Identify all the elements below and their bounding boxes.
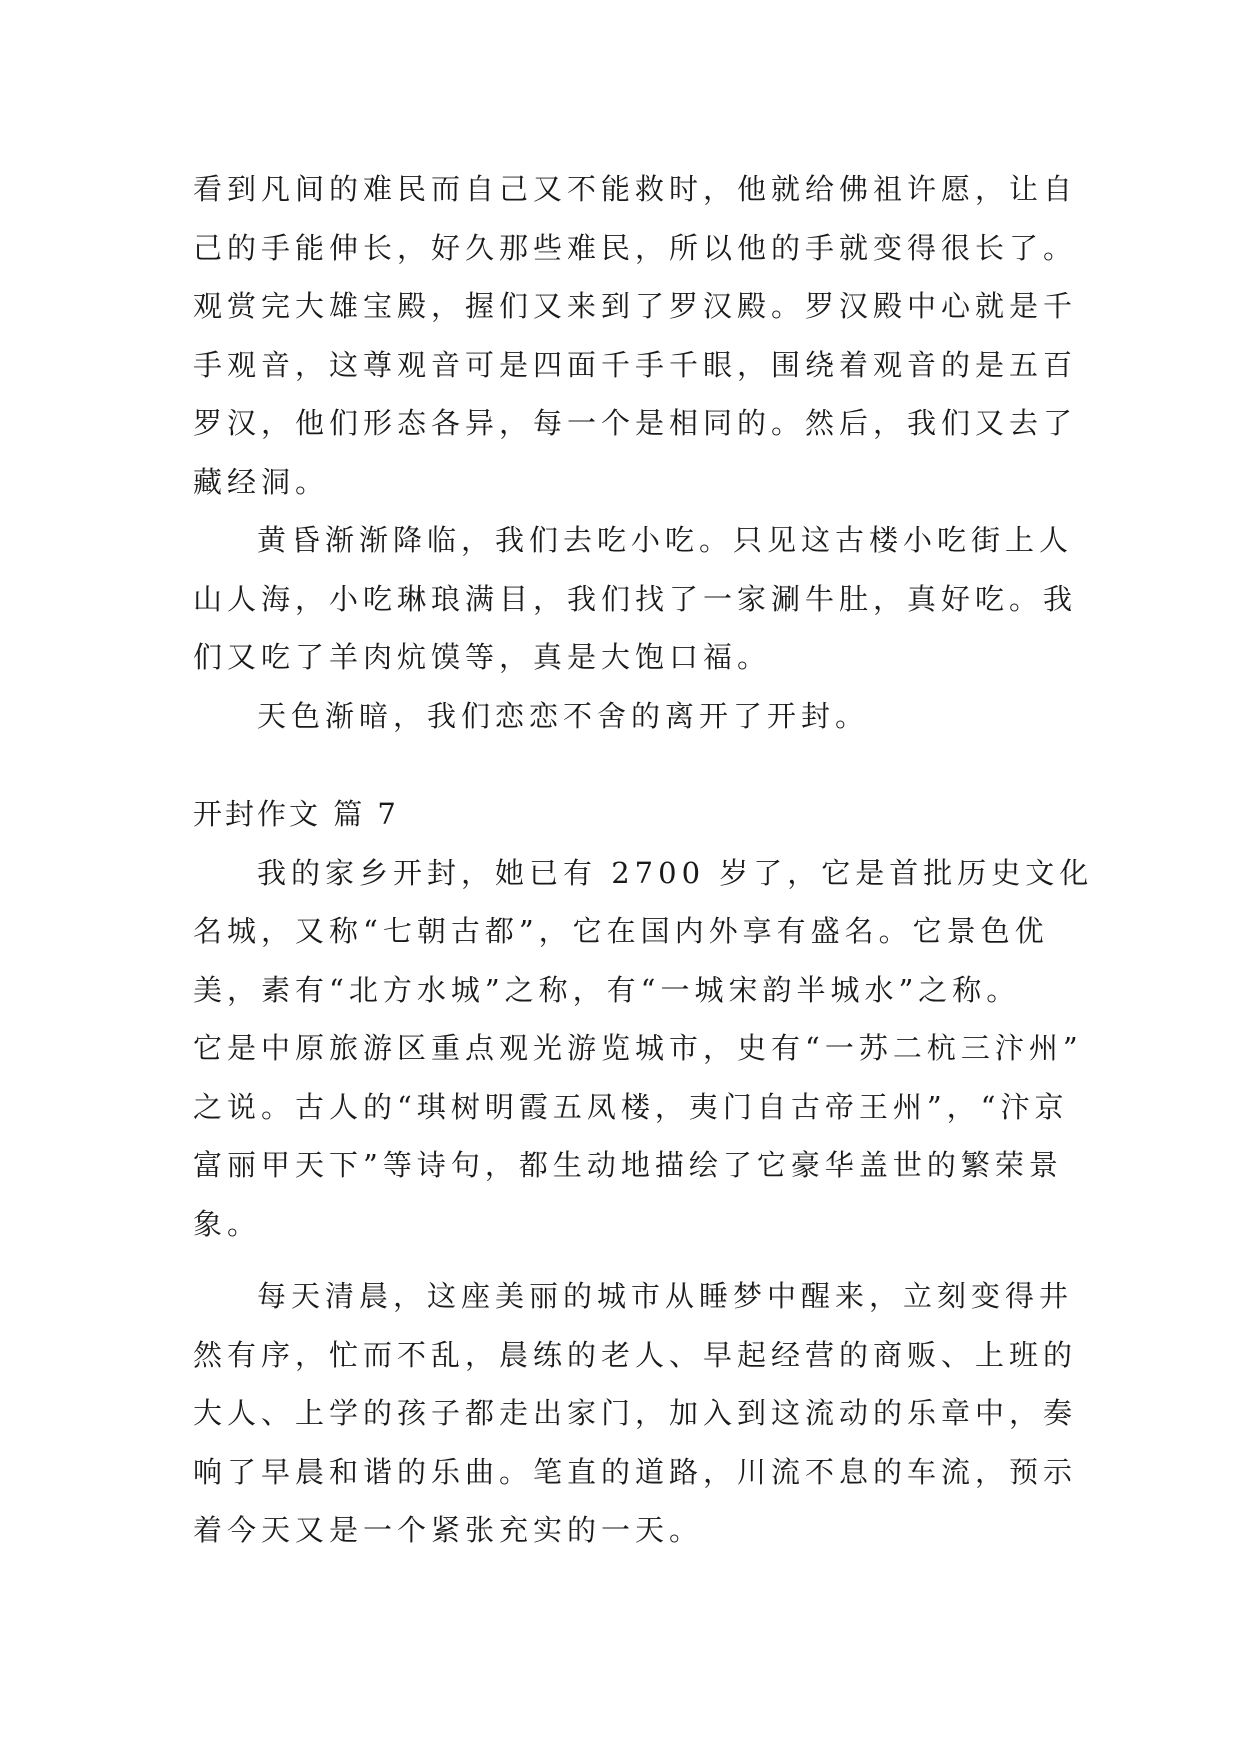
paragraph-temple-visit bbox=[193, 160, 1078, 511]
document-page bbox=[193, 160, 1094, 1560]
text-line: 罗汉，他们形态各异，每一个是相同的。然后，我们又去了 bbox=[193, 406, 1078, 440]
text-line: 我的家乡开封，她已有 2700 岁了，它是首批历史文化 bbox=[257, 855, 1094, 890]
paragraph-departure bbox=[193, 687, 1073, 746]
text-line: 名城，又称“七朝古都”，它在国内外享有盛名。它景色优 bbox=[193, 914, 1049, 948]
text-line: 响了早晨和谐的乐曲。笔直的道路，川流不息的车流，预示 bbox=[193, 1454, 1078, 1489]
text-line: 看到凡间的难民而自己又不能救时，他就给佛祖许愿，让自 bbox=[193, 172, 1078, 206]
text-line: 富丽甲天下”等诗句，都生动地描绘了它豪华盖世的繁荣景 bbox=[193, 1148, 1063, 1182]
text-line: 观赏完大雄宝殿，握们又来到了罗汉殿。罗汉殿中心就是千 bbox=[193, 289, 1078, 323]
section-heading: 开封作文 篇 7 bbox=[193, 797, 399, 831]
text-line: 然有序，忙而不乱，晨练的老人、早起经营的商贩、上班的 bbox=[193, 1337, 1078, 1372]
text-line: 大人、上学的孩子都走出家门，加入到这流动的乐章中，奏 bbox=[193, 1396, 1078, 1430]
paragraph-spacer bbox=[193, 1253, 1073, 1267]
text-line: 之说。古人的“琪树明霞五凤楼，夷门自古帝王州”，“汴京 bbox=[193, 1089, 1069, 1124]
text-line: 美，素有“北方水城”之称，有“一城宋韵半城水”之称。 bbox=[193, 972, 1021, 1007]
text-line: 象。 bbox=[193, 1206, 262, 1241]
text-line: 手观音，这尊观音可是四面千手千眼，围绕着观音的是五百 bbox=[193, 347, 1078, 382]
text-line: 们又吃了羊肉炕馍等，真是大饱口福。 bbox=[193, 640, 772, 674]
text-line: 山人海，小吃琳琅满目，我们找了一家涮牛肚，真好吃。我 bbox=[193, 581, 1078, 616]
text-line: 着今天又是一个紧张充实的一天。 bbox=[193, 1513, 704, 1547]
text-line: 黄昏渐渐降临，我们去吃小吃。只见这古楼小吃街上人 bbox=[257, 523, 1074, 557]
paragraph-morning-city bbox=[193, 1267, 1078, 1560]
text-line: 每天清晨，这座美丽的城市从睡梦中醒来，立刻变得井 bbox=[257, 1279, 1074, 1313]
text-line: 己的手能伸长，好久那些难民，所以他的手就变得很长了。 bbox=[193, 230, 1078, 265]
text-line: 藏经洞。 bbox=[193, 464, 330, 499]
text-line: 天色渐暗，我们恋恋不舍的离开了开封。 bbox=[257, 698, 870, 733]
paragraph-snack-street bbox=[193, 511, 1078, 687]
text-line: 它是中原旅游区重点观光游览城市，史有“一苏二杭三汴州” bbox=[193, 1031, 1083, 1065]
paragraph-hometown-intro bbox=[193, 844, 1094, 1254]
